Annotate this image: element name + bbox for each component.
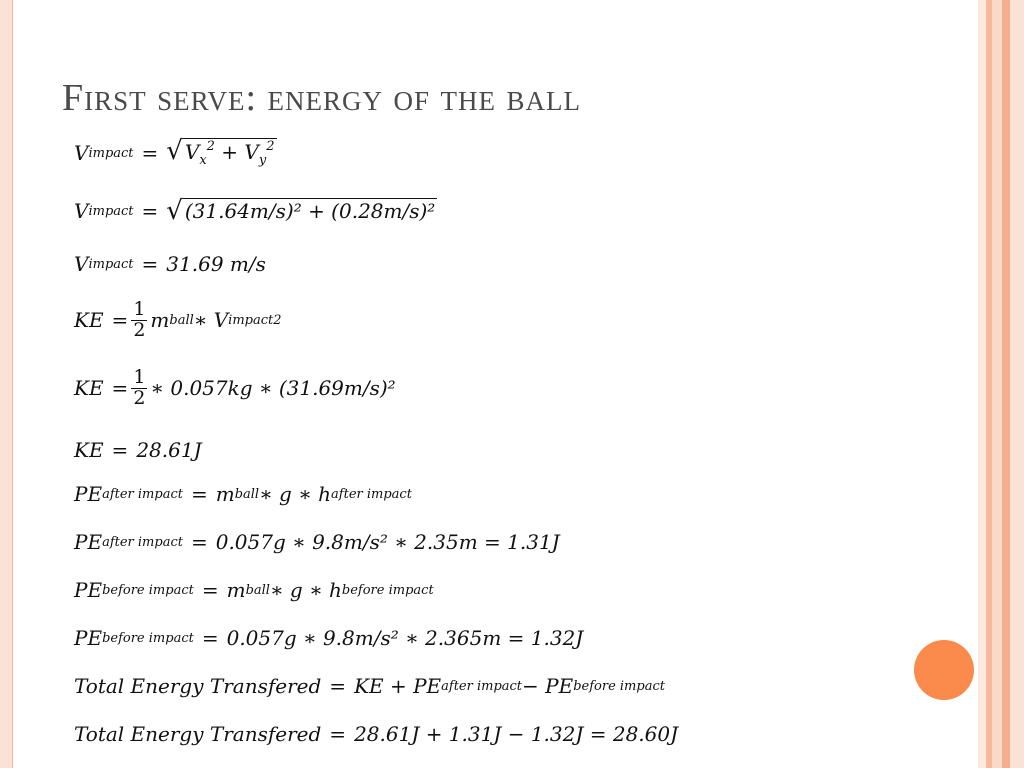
equation-v-impact-formula: V impact = √ $V_x^2 + V_y^2$ [74, 136, 275, 168]
equation-pe-before-substituted: PE before impact = 0.057g ∗ 9.8m/s² ∗ 2.365m = 1.32J [74, 626, 584, 650]
equation-pe-after-substituted: PE after impact = 0.057g ∗ 9.8m/s² ∗ 2.35m = 1.31J [74, 530, 560, 554]
equation-v-impact-substituted: V impact = √ (31.64m/s)² + (0.28m/s)² [74, 196, 436, 226]
equation-ke-substituted: KE = $\frac{1}{2}$ ∗ 0.057kg ∗ (31.69m/s)² [74, 366, 396, 409]
equation-ke-result: KE = 28.61J [74, 438, 202, 462]
equation-total-energy-result: Total Energy Transfered = 28.61J + 1.31J − 1.32J = 28.60J [74, 722, 679, 746]
slide-title: First serve: energy of the ball [62, 77, 582, 119]
left-frame-border [0, 0, 13, 768]
equation-total-energy-formula: Total Energy Transfered = KE + PE after impact − PE before impact [74, 674, 665, 698]
decorative-orange-circle [914, 640, 974, 700]
equation-pe-after-formula: PE after impact = m ball ∗ g ∗ h after impact [74, 482, 412, 506]
right-frame-stripes [978, 0, 1024, 768]
equation-v-impact-result: V impact = 31.69 m/s [74, 252, 266, 276]
square-root: √ $V_x^2 + V_y^2$ [166, 136, 275, 168]
equation-ke-formula: KE = $\frac{1}{2}$ m ball ∗ V impact 2 [74, 298, 282, 341]
equation-pe-before-formula: PE before impact = m ball ∗ g ∗ h before impact [74, 578, 434, 602]
